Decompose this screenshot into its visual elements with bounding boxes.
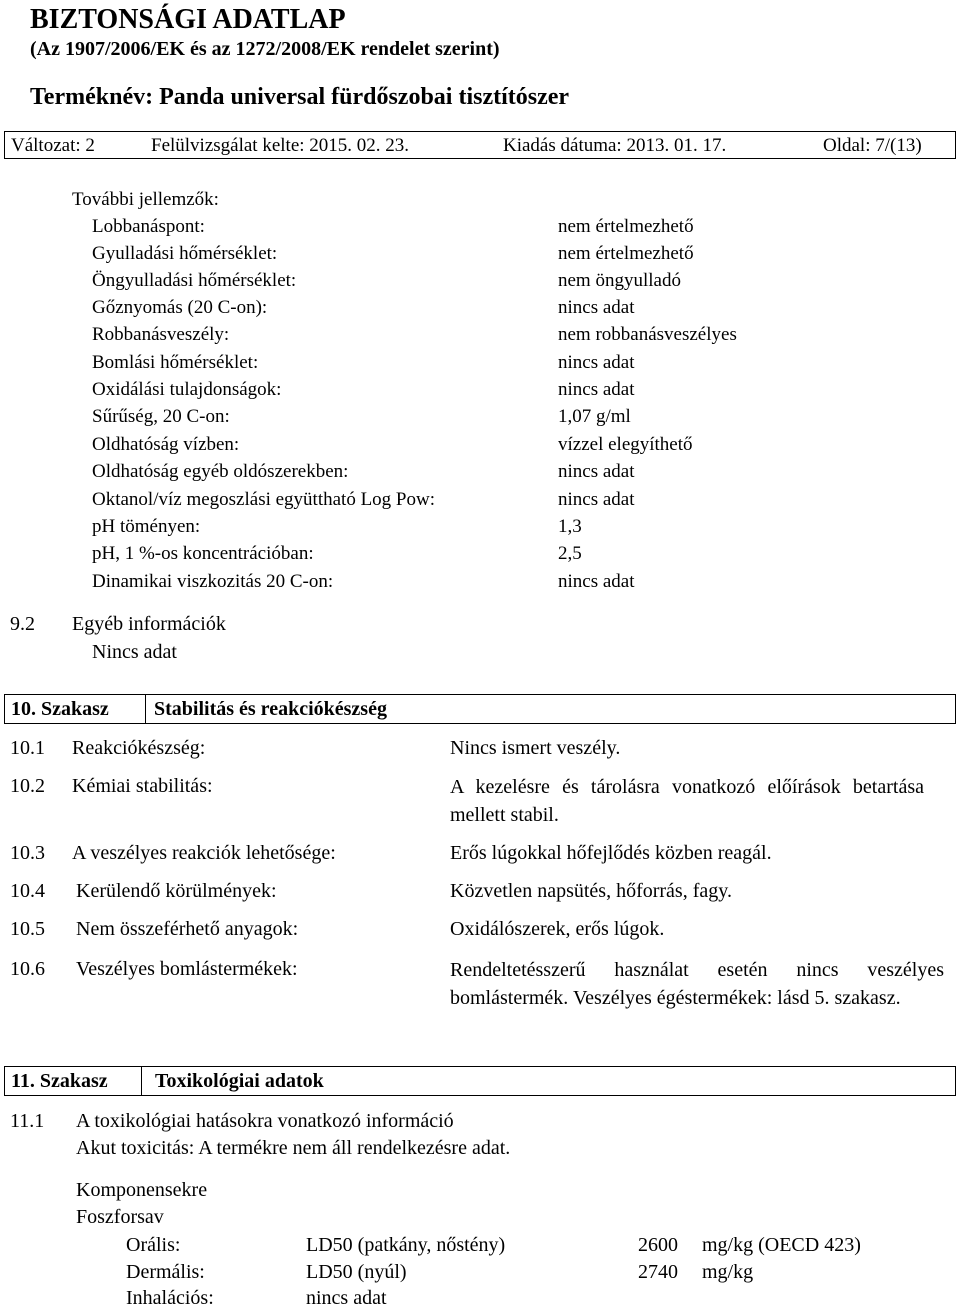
document-info-bar [4,131,956,159]
other-info-title: Egyéb információk [72,613,226,635]
component-name: Foszforsav [76,1206,164,1228]
property-value: nincs adat [558,571,635,592]
item-number: 10.3 [10,842,45,864]
subsection-title: A toxikológiai hatásokra vonatkozó információ [76,1110,454,1132]
page-number: Oldal: 7/(13) [823,135,922,156]
tox-test: LD50 (nyúl) [306,1261,407,1283]
property-label: Öngyulladási hőmérséklet: [92,270,297,291]
item-number: 10.2 [10,775,45,797]
tox-route: Inhalációs: [126,1287,214,1309]
property-label: Lobbanáspont: [92,216,205,237]
property-label: Oxidálási tulajdonságok: [92,379,282,400]
item-label: Kerülendő körülmények: [76,880,277,902]
subsection-number: 11.1 [10,1110,45,1132]
property-label: Oldhatóság egyéb oldószerekben: [92,461,349,482]
regulation-subtitle: (Az 1907/2006/EK és az 1272/2008/EK rendelet szerint) [30,38,500,60]
other-info-text: Nincs adat [92,641,177,663]
property-label: Gyulladási hőmérséklet: [92,243,278,264]
section-10-header [4,694,956,724]
property-label: Gőznyomás (20 C-on): [92,297,268,318]
property-label: Oktanol/víz megoszlási együttható Log Pow: [92,489,436,510]
property-value: nincs adat [558,352,635,373]
property-value: nem értelmezhető [558,243,694,264]
property-value: 1,07 g/ml [558,406,631,427]
item-number: 10.6 [10,958,45,980]
property-value: nincs adat [558,297,635,318]
property-value: vízzel elegyíthető [558,434,693,455]
property-value: 1,3 [558,516,582,537]
acute-toxicity-text: Akut toxicitás: A termékre nem áll rendelkezésre adat. [76,1137,511,1159]
item-value: Nincs ismert veszély. [450,737,621,759]
item-value: A kezelésre és tárolásra vonatkozó előírások betartása mellett stabil. [450,776,924,826]
item-value: Rendeltetésszerű használat esetén nincs veszélyes bomlástermék. Veszélyes égéstermékek: lásd 5. szakasz. [450,959,944,1009]
item-number: 10.4 [10,880,45,902]
revision-date: Felülvizsgálat kelte: 2015. 02. 23. [151,135,410,156]
tox-value: 2740 [638,1261,678,1283]
item-label: Reakciókészség: [72,737,206,759]
section-title: Toxikológiai adatok [155,1070,324,1092]
property-label: pH töményen: [92,516,201,537]
section-number: 10. Szakasz [5,695,146,723]
item-value: Oxidálószerek, erős lúgok. [450,918,665,940]
tox-unit: mg/kg [702,1261,754,1283]
property-label: Oldhatóság vízben: [92,434,240,455]
section-title: Stabilitás és reakciókészség [154,698,387,720]
item-label: Kémiai stabilitás: [72,775,213,797]
document-title: BIZTONSÁGI ADATLAP [30,4,346,35]
property-label: Dinamikai viszkozitás 20 C-on: [92,571,334,592]
item-label: Veszélyes bomlástermékek: [76,958,298,980]
product-name: Terméknév: Panda universal fürdőszobai tisztítószer [30,84,570,110]
property-value: nincs adat [558,489,635,510]
item-number: 10.1 [10,737,45,759]
properties-heading: További jellemzők: [72,189,219,210]
tox-test: LD50 (patkány, nőstény) [306,1234,506,1256]
property-label: pH, 1 %-os koncentrációban: [92,543,314,564]
section-11-header [4,1066,956,1096]
item-label: Nem összeférhető anyagok: [76,918,299,940]
tox-test: nincs adat [306,1287,387,1309]
property-label: Bomlási hőmérséklet: [92,352,259,373]
section-number: 11. Szakasz [5,1067,142,1095]
version-label: Változat: 2 [11,135,95,156]
item-number: 10.5 [10,918,45,940]
property-value: 2,5 [558,543,582,564]
components-label: Komponensekre [76,1179,208,1201]
property-value: nem robbanásveszélyes [558,324,737,345]
property-value: nincs adat [558,379,635,400]
item-label: A veszélyes reakciók lehetősége: [72,842,336,864]
tox-route: Orális: [126,1234,181,1256]
property-value: nem értelmezhető [558,216,694,237]
tox-value: 2600 [638,1234,678,1256]
property-value: nincs adat [558,461,635,482]
property-label: Robbanásveszély: [92,324,230,345]
property-label: Sűrűség, 20 C-on: [92,406,230,427]
item-value: Erős lúgokkal hőfejlődés közben reagál. [450,842,772,864]
tox-route: Dermális: [126,1261,205,1283]
property-value: nem öngyulladó [558,270,681,291]
issue-date: Kiadás dátuma: 2013. 01. 17. [503,135,727,156]
item-value: Közvetlen napsütés, hőforrás, fagy. [450,880,732,902]
tox-unit: mg/kg (OECD 423) [702,1234,861,1256]
subsection-number: 9.2 [10,613,35,635]
